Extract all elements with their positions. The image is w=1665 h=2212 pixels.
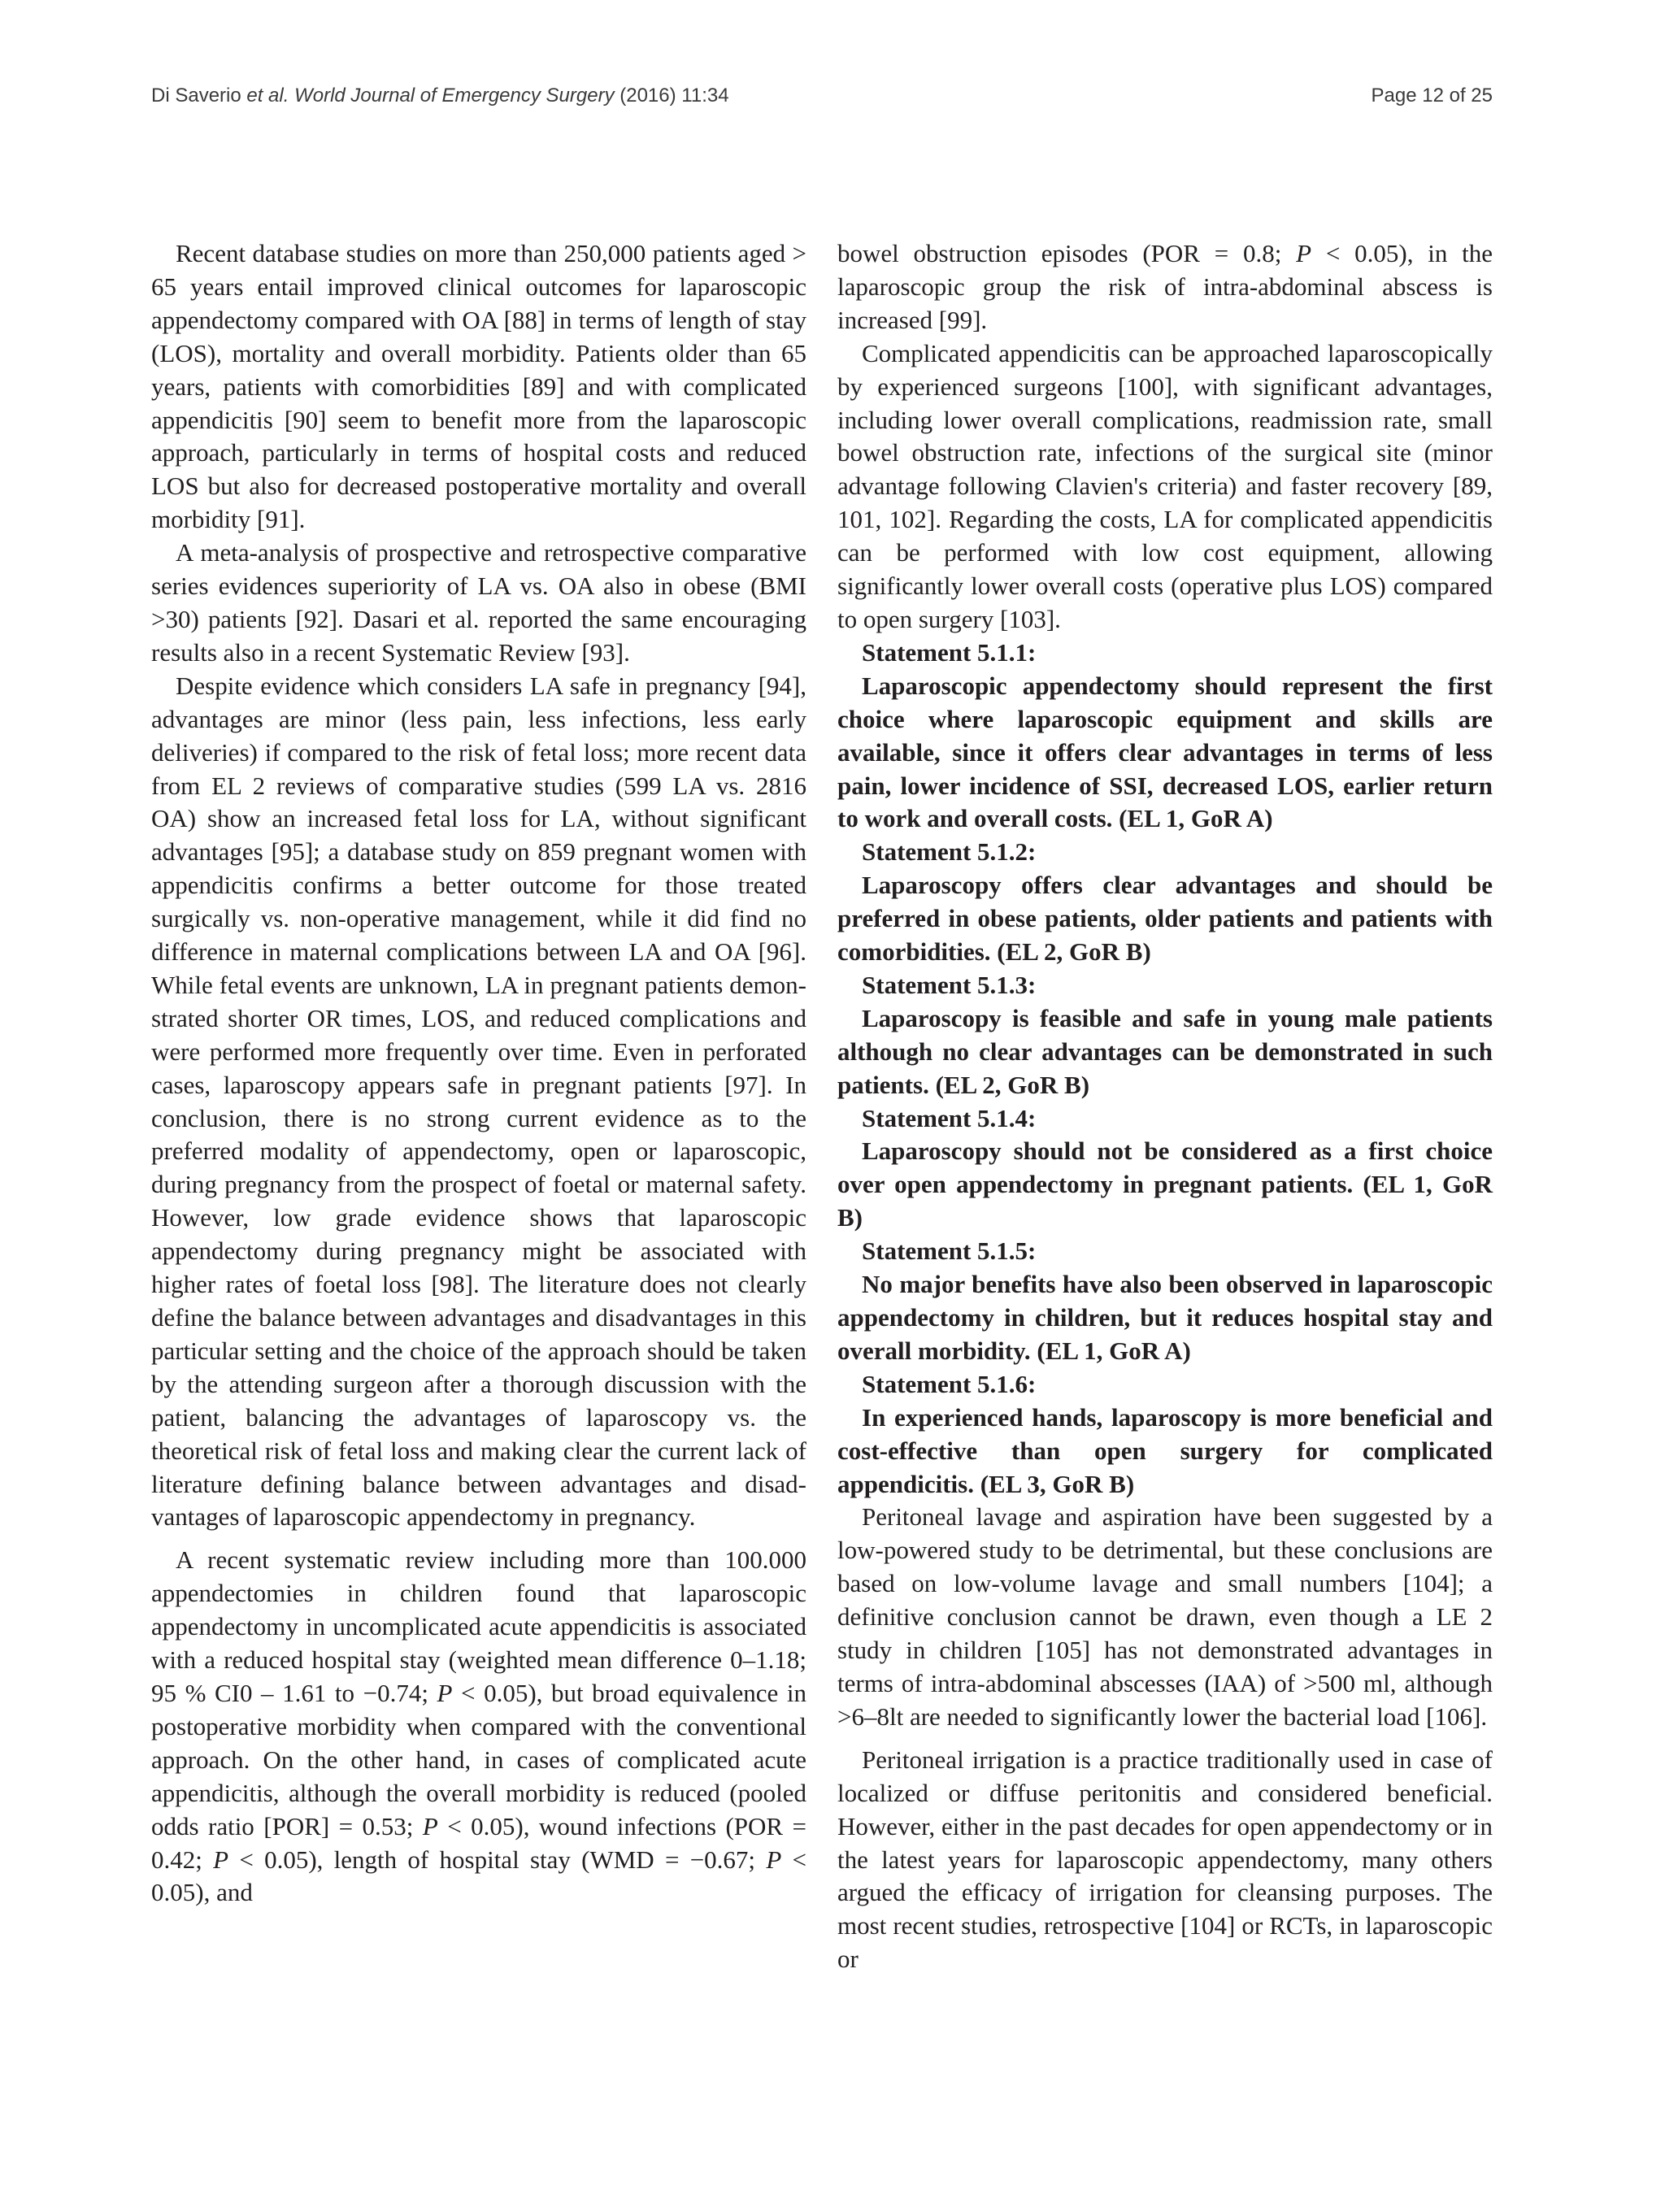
statement-text: Laparoscopy is feasible and safe in young male patients although no clear advantages can be demonstrated in such patients. (EL 2, GoR B) (837, 1003, 1493, 1099)
statement-label: Statement 5.1.1: (862, 637, 1037, 667)
text-run: P (766, 1845, 782, 1874)
text-run: bowel obstruction episodes (POR = 0.8; (837, 239, 1297, 267)
right-column (837, 237, 1493, 1976)
text-run: P (1296, 239, 1312, 267)
text-run: < 0.05), but broad equivalence in postoperative morbidity when compared with the conventional approach. On the other hand, in cases of complicated acute appendicitis, although the overall morbidity is reduced (pooled odds ratio [POR] = 0.53; (151, 1678, 806, 1840)
statement-label: Statement 5.1.3: (862, 970, 1037, 999)
paragraph: A meta-analysis of prospective and retrospective comparative series evidences superiority of LA vs. OA also in obese (BMI >30) patients [92]. Dasari et al. reported the same encouraging results also in a recent Systematic Review [93]. (151, 538, 806, 667)
paragraph: Recent database studies on more than 250,000 patients aged > 65 years entail improved clinical outcomes for laparoscopic appendectomy compared with OA [88] in terms of length of stay (LOS), mortality and overall morbidity. Patients older than 65 years, patients with comorbidities [89] and with complicated appendicitis [90] seem to benefit more from the laparoscopic approach, particularly in terms of hospital costs and reduced LOS but also for decreased postoperative mortality and overall morbidity [91]. (151, 239, 806, 534)
paragraph: Despite evidence which considers LA safe in pregnancy [94], advantages are minor (less pain, less infections, less early deliveries) if compared to the risk of fetal loss; more recent data from EL 2 reviews of comparative studies (599 LA vs. 2816 OA) show an increased fetal loss for LA, without significant advantages [95]; a database study on 859 pregnant women with appendicitis confirms a better outcome for those treated surgically vs. non-operative management, while it did find no difference in maternal complications between LA and OA [96]. While fetal events are unknown, LA in pregnant patients demonstrated shorter OR times, LOS, and reduced complications and were performed more frequently over time. Even in perforated cases, laparoscopy appears safe in pregnant patients [97]. In conclusion, there is no strong current evidence as to the preferred modality of appendectomy, open or laparoscopic, during pregnancy from the prospect of foetal or maternal safety. However, low grade evidence shows that laparoscopic appendectomy during pregnancy might be associated with higher rates of foetal loss [98]. The literature does not clearly define the balance between advantages and disadvantages in this particular setting and the choice of the approach should be taken by the attending surgeon after a thorough discussion with the patient, balancing the advantages of laparoscopy vs. the theoretical risk of fetal loss and making clear the current lack of literature defining balance between advantages and disadvantages of laparoscopic appendectomy in pregnancy. (151, 671, 806, 1532)
text-run: P (422, 1811, 438, 1840)
running-header (151, 85, 1493, 117)
text-run: < 0.05), length of hospital stay (WMD = −0.67; (228, 1845, 767, 1874)
paragraph (837, 237, 1493, 337)
statement-label: Statement 5.1.5: (862, 1236, 1037, 1266)
paragraph (151, 1544, 806, 1910)
citation-year-volume: (2016) 11:34 (614, 85, 729, 106)
left-column (151, 237, 806, 1910)
text-run: < 0.05), in the laparoscopic group the risk of intra-abdominal abscess is increased [99]. (837, 239, 1493, 334)
statement-label: Statement 5.1.4: (862, 1103, 1037, 1132)
text-run: < 0.05), and (151, 1845, 806, 1907)
paragraph: Peritoneal irrigation is a practice traditionally used in case of localized or diffuse peritonitis and considered beneficial. However, either in the past decades for open appendectomy or in the latest years for laparoscopic appendectomy, many others argued the efficacy of irrigation for cleansing purposes. The most recent studies, retrospective [104] or RCTs, in laparoscopic or (837, 1745, 1493, 1974)
text-run: < 0.05), wound infections (POR = 0.42; (151, 1811, 806, 1874)
statement-text: Laparoscopic appendectomy should represent the first choice where laparoscopic equipment and skills are available, since it offers clear advantages in terms of less pain, lower incidence of SSI, decreased LOS, earlier return to work and overall costs. (EL 1, GoR A) (837, 671, 1493, 833)
text-run: A recent systematic review including more than 100.000 appendectomies in children found that laparoscopic appendectomy in uncomplicated acute appendicitis is associated with a reduced hospital stay (weighted mean difference 0–1.18; 95 % CI0 – 1.61 to −0.74; (151, 1545, 806, 1707)
paragraph: Complicated appendicitis can be approached laparoscopically by experienced surgeons [100], with significant advantages, including lower overall complications, readmission rate, small bowel obstruction rate, infections of the surgical site (minor advantage following Clavien's criteria) and faster recovery [89, 101, 102]. Regarding the costs, LA for complicated appendicitis can be performed with low cost equipment, allowing significantly lower overall costs (operative plus LOS) compared to open surgery [103]. (837, 338, 1493, 633)
citation-journal: et al. World Journal of Emergency Surgery (246, 85, 615, 106)
statement-label: Statement 5.1.6: (862, 1369, 1037, 1398)
citation (151, 85, 729, 107)
statement-text: In experienced hands, laparoscopy is more beneficial and cost-effective than open surgery for complicated appendicitis. (EL 3, GoR B) (837, 1402, 1493, 1498)
paragraph: Peritoneal lavage and aspiration have been suggested by a low-powered study to be detrimental, but these conclusions are based on low-volume lavage and small numbers [104]; a definitive conclusion cannot be drawn, even though a LE 2 study in children [105] has not demonstrated advantages in terms of intra-abdominal abscesses (IAA) of >500 ml, although >6–8lt are needed to significantly lower the bacterial load [106]. (837, 1502, 1493, 1731)
statement-label: Statement 5.1.2: (862, 837, 1037, 867)
statement-text: No major benefits have also been observed in laparoscopic appendectomy in children, but it reduces hospital stay and overall morbidity. (EL 1, GoR A) (837, 1270, 1493, 1365)
statement-text: Laparoscopy should not be considered as a first choice over open appendectomy in pregnant patients. (EL 1, GoR B) (837, 1136, 1493, 1232)
citation-authors: Di Saverio (151, 85, 247, 106)
statement-text: Laparoscopy offers clear advantages and should be preferred in obese patients, older patients and patients with comorbidities. (EL 2, GoR B) (837, 871, 1493, 967)
text-run: P (213, 1845, 229, 1874)
page-number: Page 12 of 25 (1371, 85, 1493, 106)
text-run: P (437, 1678, 453, 1707)
